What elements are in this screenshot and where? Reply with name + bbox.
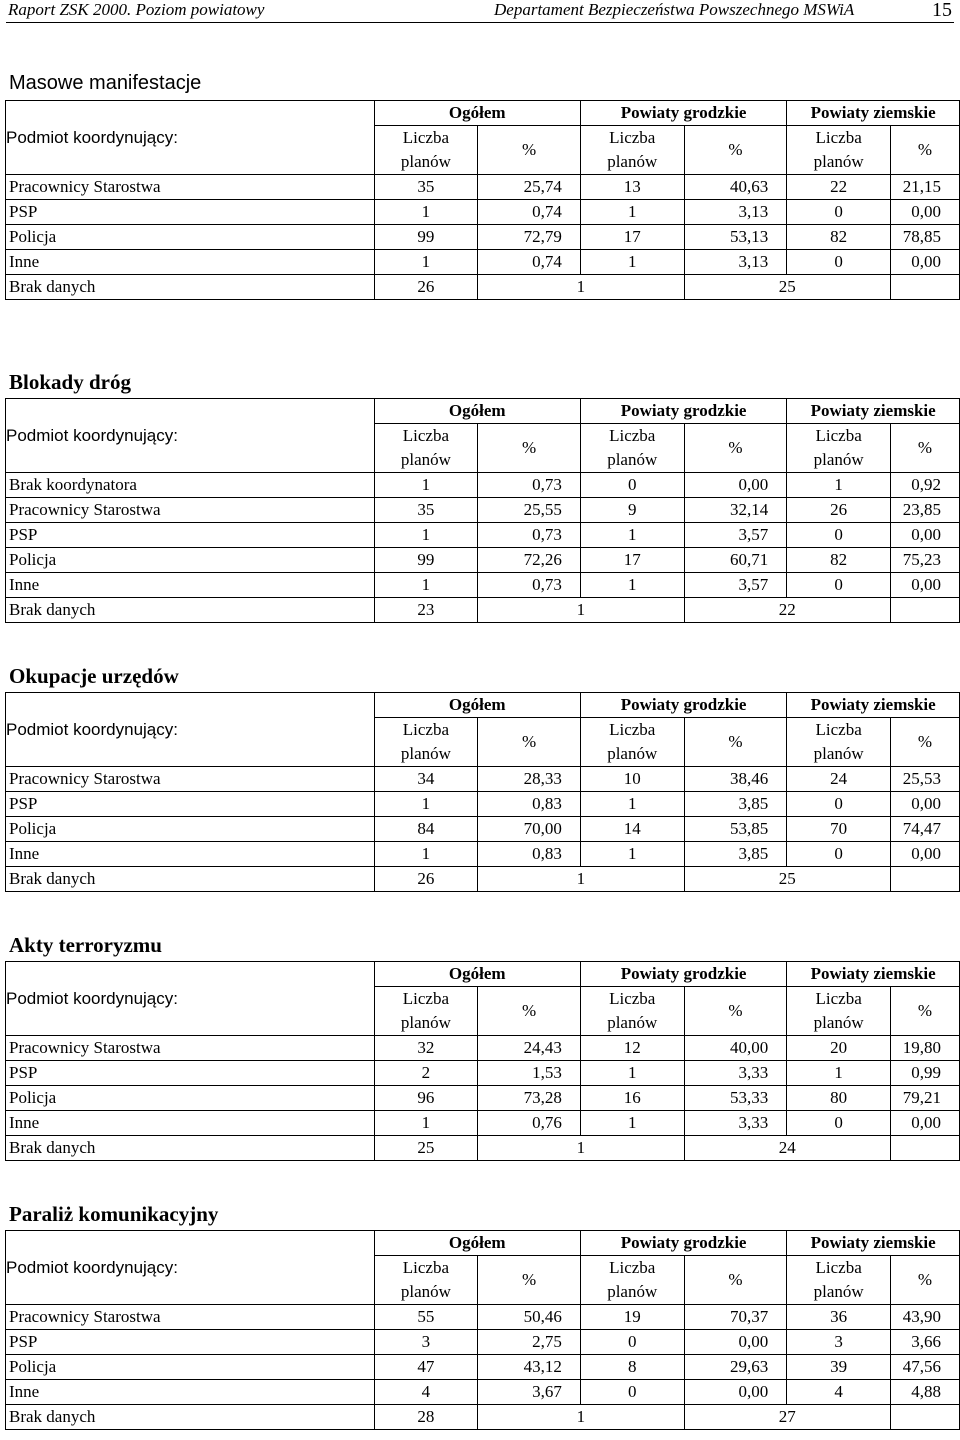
data-table	[5, 692, 960, 892]
liczba-label: Liczba	[402, 128, 450, 147]
row-label: Pracownicy Starostwa	[6, 767, 375, 792]
table-row	[6, 548, 960, 573]
row-label: PSP	[6, 1061, 375, 1086]
planow-label: planów	[813, 744, 864, 763]
liczba-planow-header	[787, 424, 891, 473]
cell-value: 4	[374, 1380, 478, 1405]
cell-value: 43,90	[891, 1305, 960, 1330]
brak-danych-row	[6, 867, 960, 892]
cell-value: 22	[787, 175, 891, 200]
row-label: Brak danych	[6, 598, 375, 623]
percent-header: %	[478, 987, 581, 1036]
row-label: Inne	[6, 842, 375, 867]
cell-value: 25	[684, 275, 890, 300]
cell-value: 0,00	[891, 573, 960, 598]
cell-value: 0,74	[478, 250, 581, 275]
cell-value: 0,00	[891, 842, 960, 867]
cell-value: 3,57	[684, 523, 787, 548]
row-label: Brak koordynatora	[6, 473, 375, 498]
section-title: Blokady dróg	[9, 370, 131, 394]
cell-value: 10	[580, 767, 684, 792]
cell-value: 20	[787, 1036, 891, 1061]
liczba-planow-header	[787, 718, 891, 767]
cell-value: 84	[374, 817, 478, 842]
cell-value: 17	[580, 548, 684, 573]
cell-value: 35	[374, 498, 478, 523]
cell-value: 50,46	[478, 1305, 581, 1330]
cell-value: 1	[580, 842, 684, 867]
cell-value: 21,15	[891, 175, 960, 200]
cell-value: 0	[787, 1111, 891, 1136]
grodzkie-header: Powiaty grodzkie	[580, 693, 786, 718]
cell-value: 0	[580, 1380, 684, 1405]
podmiot-header: Podmiot koordynujący:	[6, 101, 375, 175]
cell-value: 13	[580, 175, 684, 200]
cell-value: 1	[580, 1111, 684, 1136]
podmiot-header: Podmiot koordynujący:	[6, 1231, 375, 1305]
cell-value: 26	[374, 275, 478, 300]
cell-value: 3,66	[891, 1330, 960, 1355]
percent-header: %	[684, 126, 787, 175]
liczba-label: Liczba	[815, 720, 862, 739]
cell-value: 1	[787, 473, 891, 498]
row-label: Inne	[6, 573, 375, 598]
liczba-label: Liczba	[402, 426, 450, 445]
section-title: Akty terroryzmu	[9, 933, 162, 957]
row-label: PSP	[6, 200, 375, 225]
liczba-planow-header	[374, 718, 478, 767]
liczba-planow-header	[580, 718, 684, 767]
cell-value: 3	[787, 1330, 891, 1355]
liczba-planow-header	[580, 424, 684, 473]
table-row	[6, 1036, 960, 1061]
cell-value: 26	[374, 867, 478, 892]
cell-value: 19,80	[891, 1036, 960, 1061]
cell-value: 38,46	[684, 767, 787, 792]
cell-value: 1	[478, 867, 684, 892]
cell-value: 28	[374, 1405, 478, 1430]
liczba-label: Liczba	[402, 720, 450, 739]
cell-value: 3,13	[684, 250, 787, 275]
page-number: 15	[932, 0, 952, 21]
cell-value: 0	[580, 473, 684, 498]
data-table	[5, 961, 960, 1161]
cell-value: 25,53	[891, 767, 960, 792]
cell-value: 0	[787, 250, 891, 275]
row-label: Brak danych	[6, 1136, 375, 1161]
header-department: Departament Bezpieczeństwa Powszechnego MSWiA	[494, 0, 855, 19]
ogolem-header: Ogółem	[374, 101, 580, 126]
empty-cell	[891, 275, 960, 300]
header-row	[6, 693, 960, 718]
row-label: Pracownicy Starostwa	[6, 1036, 375, 1061]
table-row	[6, 573, 960, 598]
planow-label: planów	[400, 450, 451, 469]
table-row	[6, 842, 960, 867]
cell-value: 43,12	[478, 1355, 581, 1380]
liczba-label: Liczba	[609, 989, 656, 1008]
cell-value: 60,71	[684, 548, 787, 573]
ziemskie-header: Powiaty ziemskie	[787, 693, 960, 718]
cell-value: 25,55	[478, 498, 581, 523]
cell-value: 0	[787, 523, 891, 548]
table-row	[6, 1061, 960, 1086]
cell-value: 53,13	[684, 225, 787, 250]
planow-label: planów	[813, 152, 864, 171]
section-title: Paraliż komunikacyjny	[9, 1202, 219, 1226]
podmiot-header: Podmiot koordynujący:	[6, 693, 375, 767]
liczba-label: Liczba	[815, 989, 862, 1008]
cell-value: 75,23	[891, 548, 960, 573]
table-row	[6, 473, 960, 498]
ziemskie-header: Powiaty ziemskie	[787, 101, 960, 126]
cell-value: 27	[684, 1405, 890, 1430]
cell-value: 25,74	[478, 175, 581, 200]
cell-value: 0,00	[684, 1380, 787, 1405]
liczba-label: Liczba	[609, 720, 656, 739]
empty-cell	[891, 867, 960, 892]
cell-value: 1	[478, 275, 684, 300]
cell-value: 82	[787, 548, 891, 573]
liczba-planow-header	[580, 987, 684, 1036]
cell-value: 1	[478, 1136, 684, 1161]
cell-value: 0,00	[891, 1111, 960, 1136]
cell-value: 70,00	[478, 817, 581, 842]
percent-header: %	[891, 718, 960, 767]
ogolem-header: Ogółem	[374, 962, 580, 987]
section-title: Masowe manifestacje	[9, 72, 202, 94]
empty-cell	[891, 598, 960, 623]
cell-value: 17	[580, 225, 684, 250]
cell-value: 99	[374, 225, 478, 250]
planow-label: planów	[813, 1013, 864, 1032]
brak-danych-row	[6, 1405, 960, 1430]
planow-label: planów	[607, 1282, 658, 1301]
cell-value: 1	[374, 523, 478, 548]
podmiot-header: Podmiot koordynujący:	[6, 399, 375, 473]
percent-header: %	[478, 718, 581, 767]
brak-danych-row	[6, 1136, 960, 1161]
cell-value: 1	[374, 573, 478, 598]
table-row	[6, 1355, 960, 1380]
header-row	[6, 399, 960, 424]
row-label: Brak danych	[6, 1405, 375, 1430]
cell-value: 22	[684, 598, 890, 623]
cell-value: 1	[478, 598, 684, 623]
cell-value: 24	[684, 1136, 890, 1161]
liczba-planow-header	[374, 424, 478, 473]
cell-value: 2,75	[478, 1330, 581, 1355]
table-row	[6, 817, 960, 842]
cell-value: 0,74	[478, 200, 581, 225]
planow-label: planów	[813, 1282, 864, 1301]
cell-value: 0,00	[891, 250, 960, 275]
percent-header: %	[891, 1256, 960, 1305]
cell-value: 0	[580, 1330, 684, 1355]
cell-value: 1	[580, 573, 684, 598]
empty-cell	[891, 1136, 960, 1161]
percent-header: %	[891, 424, 960, 473]
planow-label: planów	[400, 1282, 451, 1301]
cell-value: 25	[374, 1136, 478, 1161]
cell-value: 47	[374, 1355, 478, 1380]
cell-value: 3,33	[684, 1111, 787, 1136]
table-row	[6, 498, 960, 523]
planow-label: planów	[607, 1013, 658, 1032]
cell-value: 24,43	[478, 1036, 581, 1061]
row-label: Policja	[6, 817, 375, 842]
table-row	[6, 792, 960, 817]
ogolem-header: Ogółem	[374, 693, 580, 718]
cell-value: 32,14	[684, 498, 787, 523]
cell-value: 74,47	[891, 817, 960, 842]
liczba-planow-header	[580, 126, 684, 175]
percent-header: %	[478, 1256, 581, 1305]
table-row	[6, 1086, 960, 1111]
cell-value: 3,85	[684, 792, 787, 817]
cell-value: 1	[580, 792, 684, 817]
liczba-planow-header	[787, 126, 891, 175]
cell-value: 99	[374, 548, 478, 573]
cell-value: 0,92	[891, 473, 960, 498]
table-row	[6, 175, 960, 200]
cell-value: 72,79	[478, 225, 581, 250]
row-label: Policja	[6, 1355, 375, 1380]
cell-value: 0	[787, 842, 891, 867]
cell-value: 23,85	[891, 498, 960, 523]
cell-value: 79,21	[891, 1086, 960, 1111]
cell-value: 1	[374, 250, 478, 275]
percent-header: %	[891, 126, 960, 175]
row-label: PSP	[6, 792, 375, 817]
section-title: Okupacje urzędów	[9, 664, 179, 688]
liczba-label: Liczba	[609, 128, 656, 147]
cell-value: 36	[787, 1305, 891, 1330]
cell-value: 0,00	[891, 200, 960, 225]
cell-value: 1	[580, 200, 684, 225]
liczba-planow-header	[787, 987, 891, 1036]
cell-value: 55	[374, 1305, 478, 1330]
planow-label: planów	[607, 744, 658, 763]
data-table	[5, 398, 960, 623]
cell-value: 1	[374, 1111, 478, 1136]
liczba-label: Liczba	[609, 1258, 656, 1277]
row-label: PSP	[6, 523, 375, 548]
cell-value: 0,73	[478, 573, 581, 598]
cell-value: 0,00	[684, 1330, 787, 1355]
cell-value: 28,33	[478, 767, 581, 792]
page-header	[6, 0, 954, 23]
cell-value: 3,57	[684, 573, 787, 598]
liczba-planow-header	[787, 1256, 891, 1305]
planow-label: planów	[400, 744, 451, 763]
ogolem-header: Ogółem	[374, 399, 580, 424]
cell-value: 0,99	[891, 1061, 960, 1086]
cell-value: 82	[787, 225, 891, 250]
cell-value: 0	[787, 792, 891, 817]
percent-header: %	[684, 1256, 787, 1305]
cell-value: 0	[787, 200, 891, 225]
cell-value: 1	[580, 523, 684, 548]
cell-value: 0,76	[478, 1111, 581, 1136]
cell-value: 14	[580, 817, 684, 842]
cell-value: 0,73	[478, 473, 581, 498]
cell-value: 70	[787, 817, 891, 842]
cell-value: 1	[374, 473, 478, 498]
cell-value: 72,26	[478, 548, 581, 573]
row-label: Brak danych	[6, 867, 375, 892]
percent-header: %	[684, 424, 787, 473]
cell-value: 1	[580, 1061, 684, 1086]
cell-value: 80	[787, 1086, 891, 1111]
cell-value: 0	[787, 573, 891, 598]
row-label: Inne	[6, 250, 375, 275]
grodzkie-header: Powiaty grodzkie	[580, 399, 786, 424]
planow-label: planów	[400, 152, 451, 171]
row-label: Inne	[6, 1111, 375, 1136]
cell-value: 4	[787, 1380, 891, 1405]
cell-value: 73,28	[478, 1086, 581, 1111]
cell-value: 35	[374, 175, 478, 200]
cell-value: 25	[684, 867, 890, 892]
cell-value: 0,00	[891, 792, 960, 817]
cell-value: 40,00	[684, 1036, 787, 1061]
planow-label: planów	[607, 152, 658, 171]
cell-value: 16	[580, 1086, 684, 1111]
brak-danych-row	[6, 598, 960, 623]
row-label: Pracownicy Starostwa	[6, 498, 375, 523]
planow-label: planów	[607, 450, 658, 469]
percent-header: %	[478, 424, 581, 473]
cell-value: 1	[787, 1061, 891, 1086]
cell-value: 70,37	[684, 1305, 787, 1330]
liczba-planow-header	[374, 126, 478, 175]
table-row	[6, 250, 960, 275]
planow-label: planów	[813, 450, 864, 469]
row-label: Inne	[6, 1380, 375, 1405]
percent-header: %	[478, 126, 581, 175]
table-row	[6, 1330, 960, 1355]
liczba-label: Liczba	[609, 426, 656, 445]
ziemskie-header: Powiaty ziemskie	[787, 1231, 960, 1256]
header-row	[6, 101, 960, 126]
cell-value: 0,00	[891, 523, 960, 548]
liczba-planow-header	[580, 1256, 684, 1305]
cell-value: 40,63	[684, 175, 787, 200]
percent-header: %	[684, 718, 787, 767]
cell-value: 3	[374, 1330, 478, 1355]
row-label: Policja	[6, 1086, 375, 1111]
liczba-label: Liczba	[402, 1258, 450, 1277]
empty-cell	[891, 1405, 960, 1430]
cell-value: 1	[374, 200, 478, 225]
grodzkie-header: Powiaty grodzkie	[580, 962, 786, 987]
cell-value: 0,73	[478, 523, 581, 548]
percent-header: %	[891, 987, 960, 1036]
data-table	[5, 1230, 960, 1430]
cell-value: 0,00	[684, 473, 787, 498]
liczba-planow-header	[374, 1256, 478, 1305]
row-label: Pracownicy Starostwa	[6, 175, 375, 200]
table-row	[6, 225, 960, 250]
row-label: Policja	[6, 548, 375, 573]
liczba-label: Liczba	[815, 128, 862, 147]
cell-value: 1,53	[478, 1061, 581, 1086]
cell-value: 2	[374, 1061, 478, 1086]
cell-value: 1	[478, 1405, 684, 1430]
cell-value: 26	[787, 498, 891, 523]
cell-value: 0,83	[478, 792, 581, 817]
cell-value: 47,56	[891, 1355, 960, 1380]
liczba-label: Liczba	[815, 1258, 862, 1277]
grodzkie-header: Powiaty grodzkie	[580, 1231, 786, 1256]
percent-header: %	[684, 987, 787, 1036]
cell-value: 3,67	[478, 1380, 581, 1405]
cell-value: 78,85	[891, 225, 960, 250]
ogolem-header: Ogółem	[374, 1231, 580, 1256]
cell-value: 29,63	[684, 1355, 787, 1380]
grodzkie-header: Powiaty grodzkie	[580, 101, 786, 126]
row-label: Policja	[6, 225, 375, 250]
cell-value: 34	[374, 767, 478, 792]
cell-value: 3,13	[684, 200, 787, 225]
cell-value: 23	[374, 598, 478, 623]
liczba-label: Liczba	[402, 989, 450, 1008]
table-row	[6, 1380, 960, 1405]
table-row	[6, 200, 960, 225]
table-row	[6, 767, 960, 792]
cell-value: 53,85	[684, 817, 787, 842]
liczba-planow-header	[374, 987, 478, 1036]
cell-value: 96	[374, 1086, 478, 1111]
row-label: PSP	[6, 1330, 375, 1355]
cell-value: 19	[580, 1305, 684, 1330]
cell-value: 24	[787, 767, 891, 792]
cell-value: 39	[787, 1355, 891, 1380]
cell-value: 1	[374, 792, 478, 817]
table-row	[6, 523, 960, 548]
header-row	[6, 1231, 960, 1256]
planow-label: planów	[400, 1013, 451, 1032]
cell-value: 4,88	[891, 1380, 960, 1405]
liczba-label: Liczba	[815, 426, 862, 445]
cell-value: 32	[374, 1036, 478, 1061]
data-table	[5, 100, 960, 300]
header-row	[6, 962, 960, 987]
ziemskie-header: Powiaty ziemskie	[787, 399, 960, 424]
cell-value: 1	[580, 250, 684, 275]
ziemskie-header: Powiaty ziemskie	[787, 962, 960, 987]
table-row	[6, 1305, 960, 1330]
cell-value: 8	[580, 1355, 684, 1380]
brak-danych-row	[6, 275, 960, 300]
cell-value: 0,83	[478, 842, 581, 867]
podmiot-header: Podmiot koordynujący:	[6, 962, 375, 1036]
header-report-title: Raport ZSK 2000. Poziom powiatowy	[8, 0, 265, 19]
cell-value: 9	[580, 498, 684, 523]
cell-value: 3,33	[684, 1061, 787, 1086]
cell-value: 1	[374, 842, 478, 867]
cell-value: 12	[580, 1036, 684, 1061]
row-label: Brak danych	[6, 275, 375, 300]
table-row	[6, 1111, 960, 1136]
cell-value: 3,85	[684, 842, 787, 867]
row-label: Pracownicy Starostwa	[6, 1305, 375, 1330]
cell-value: 53,33	[684, 1086, 787, 1111]
